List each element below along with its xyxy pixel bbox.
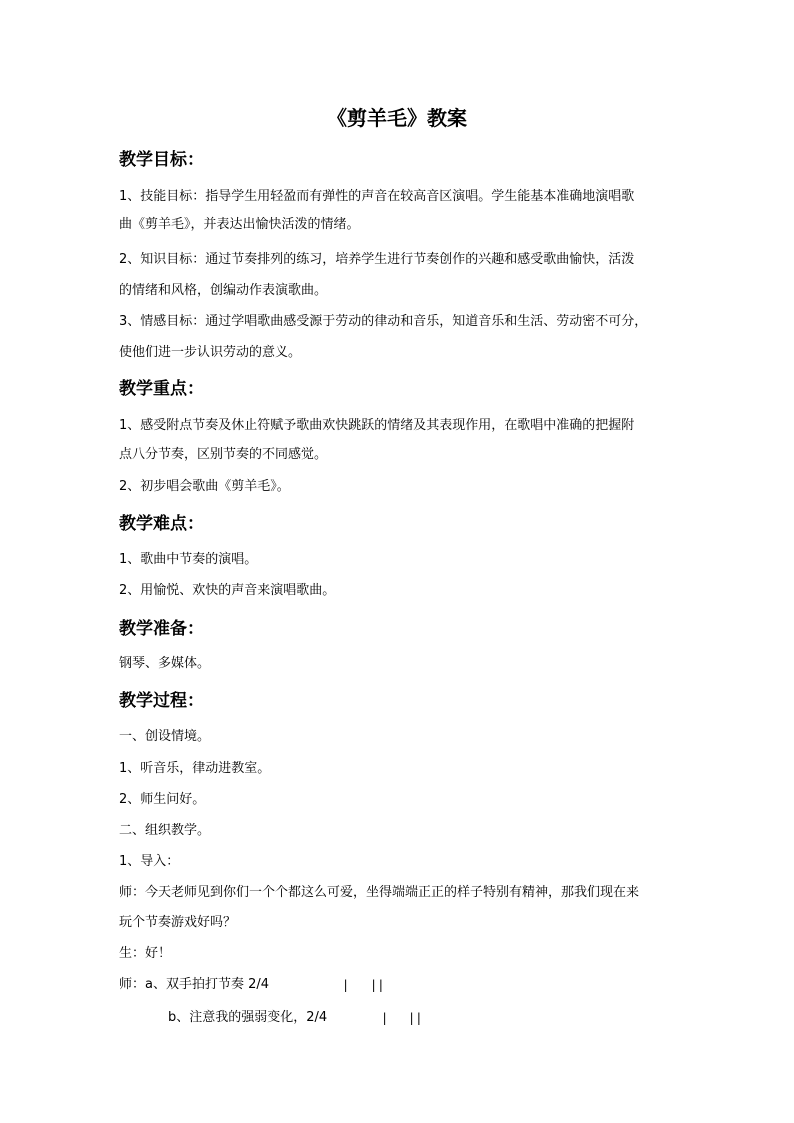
process-line-8: 生：好！ — [119, 946, 172, 961]
document-title: 《剪羊毛》教案 — [327, 106, 467, 130]
process-line-3: 2、师生问好。 — [119, 792, 206, 807]
rhythm-a-text: 师：a、双手拍打节奏 2/4 — [119, 977, 270, 992]
goals-line-6: 使他们进一步认识劳动的意义。 — [119, 345, 302, 360]
key-line-3: 2、初步唱会歌曲《剪羊毛》。 — [119, 479, 290, 494]
rhythm-a-barline: | — [342, 978, 350, 992]
prep-line-1: 钢琴、多媒体。 — [119, 656, 211, 671]
rhythm-a-line — [119, 976, 385, 994]
rhythm-b-barline: | — [381, 1011, 389, 1025]
process-line-7: 玩个节奏游戏好吗？ — [119, 915, 237, 930]
process-line-1: 一、创设情境。 — [119, 729, 211, 744]
heading-preparation: 教学准备： — [119, 619, 204, 639]
heading-process: 教学过程： — [119, 691, 204, 711]
rhythm-a-end-barline: || — [370, 978, 385, 992]
heading-difficulties: 教学难点： — [119, 514, 204, 534]
goals-line-3: 2、知识目标：通过节奏排列的练习，培养学生进行节奏创作的兴趣和感受歌曲愉快，活泼 — [119, 252, 635, 267]
goals-line-5: 3、情感目标：通过学唱歌曲感受源于劳动的律动和音乐，知道音乐和生活、劳动密不可分， — [119, 314, 648, 329]
process-line-6: 师：今天老师见到你们一个个都这么可爱，坐得端端正正的样子特别有精神，那我们现在来 — [119, 885, 640, 900]
rhythm-b-line — [168, 1009, 423, 1027]
process-line-5: 1、导入： — [119, 854, 180, 869]
process-line-2: 1、听音乐，律动进教室。 — [119, 761, 271, 776]
key-line-1: 1、感受附点节奏及休止符赋予歌曲欢快跳跃的情绪及其表现作用，在歌唱中准确的把握附 — [119, 418, 635, 433]
difficulty-line-1: 1、歌曲中节奏的演唱。 — [119, 552, 258, 567]
rhythm-b-end-barline: || — [408, 1011, 423, 1025]
heading-teaching-goals: 教学目标： — [119, 150, 204, 170]
goals-line-2: 曲《剪羊毛》，并表达出愉快活泼的情绪。 — [119, 217, 360, 232]
key-line-2: 点八分节奏，区别节奏的不同感觉。 — [119, 447, 328, 462]
difficulty-line-2: 2、用愉悦、欢快的声音来演唱歌曲。 — [119, 583, 336, 598]
process-line-4: 二、组织教学。 — [119, 823, 211, 838]
goals-line-4: 的情绪和风格，创编动作表演歌曲。 — [119, 283, 328, 298]
heading-key-points: 教学重点： — [119, 379, 204, 399]
goals-line-1: 1、技能目标：指导学生用轻盈而有弹性的声音在较高音区演唱。学生能基本准确地演唱歌 — [119, 189, 635, 204]
rhythm-b-text: b、注意我的强弱变化，2/4 — [168, 1010, 328, 1025]
